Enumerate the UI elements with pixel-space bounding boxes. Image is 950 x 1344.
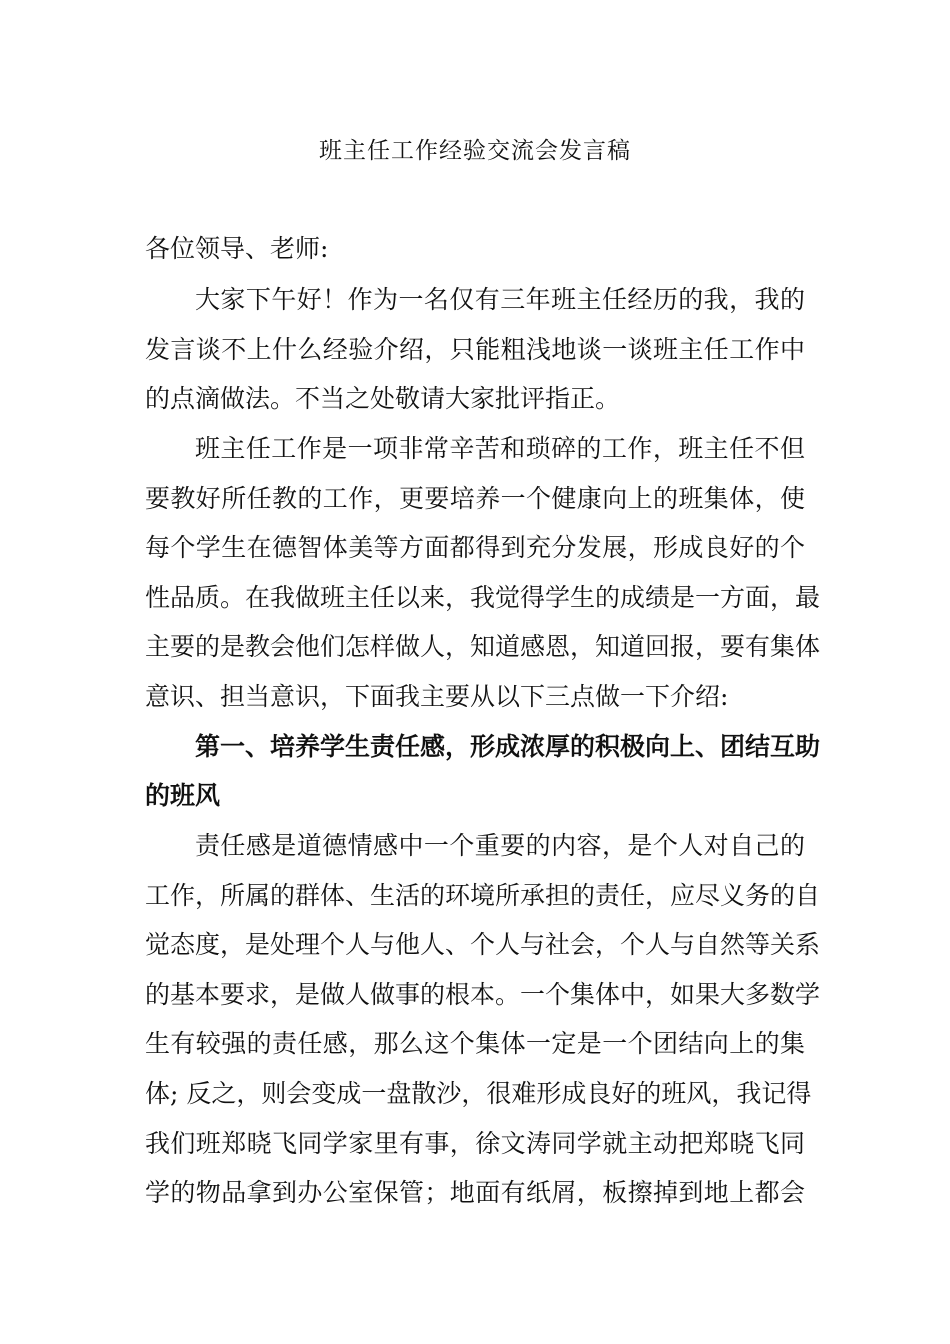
paragraph-line: 每个学生在德智体美等方面都得到充分发展，形成良好的个 — [145, 533, 805, 562]
paragraph-line: 大家下午好！作为一名仅有三年班主任经历的我，我的 — [195, 285, 805, 314]
paragraph-line: 意识、担当意识，下面我主要从以下三点做一下介绍: — [145, 682, 729, 711]
paragraph-line: 学的物品拿到办公室保管；地面有纸屑，板擦掉到地上都会 — [145, 1178, 805, 1207]
paragraph-line: 觉态度，是处理个人与他人、个人与社会，个人与自然等关系 — [145, 930, 821, 959]
paragraph-line: 责任感是道德情感中一个重要的内容，是个人对自己的 — [195, 831, 805, 860]
paragraph-line: 体; 反之，则会变成一盘散沙，很难形成良好的班风，我记得 — [145, 1079, 812, 1108]
paragraph-line: 班主任工作是一项非常辛苦和琐碎的工作，班主任不但 — [195, 434, 805, 463]
section-heading-line: 第一、培养学生责任感，形成浓厚的积极向上、团结互助 — [195, 732, 821, 761]
paragraph-line: 我们班郑晓飞同学家里有事，徐文涛同学就主动把郑晓飞同 — [145, 1129, 805, 1158]
section-heading-line: 的班风 — [145, 781, 221, 810]
paragraph-line: 发言谈不上什么经验介绍，只能粗浅地谈一谈班主任工作中 — [145, 335, 805, 364]
paragraph-line: 的点滴做法。不当之处敬请大家批评指正。 — [145, 384, 621, 413]
paragraph-line: 要教好所任教的工作，更要培养一个健康向上的班集体，使 — [145, 484, 805, 513]
document-title: 班主任工作经验交流会发言稿 — [319, 138, 631, 164]
paragraph-line: 的基本要求，是做人做事的根本。一个集体中，如果大多数学 — [145, 980, 821, 1009]
salutation: 各位领导、老师: — [145, 234, 329, 263]
paragraph-line: 主要的是教会他们怎样做人，知道感恩，知道回报，要有集体 — [145, 632, 821, 661]
paragraph-line: 性品质。在我做班主任以来，我觉得学生的成绩是一方面，最 — [145, 583, 821, 612]
paragraph-line: 生有较强的责任感，那么这个集体一定是一个团结向上的集 — [145, 1029, 805, 1058]
paragraph-line: 工作，所属的群体、生活的环境所承担的责任，应尽义务的自 — [145, 881, 821, 910]
